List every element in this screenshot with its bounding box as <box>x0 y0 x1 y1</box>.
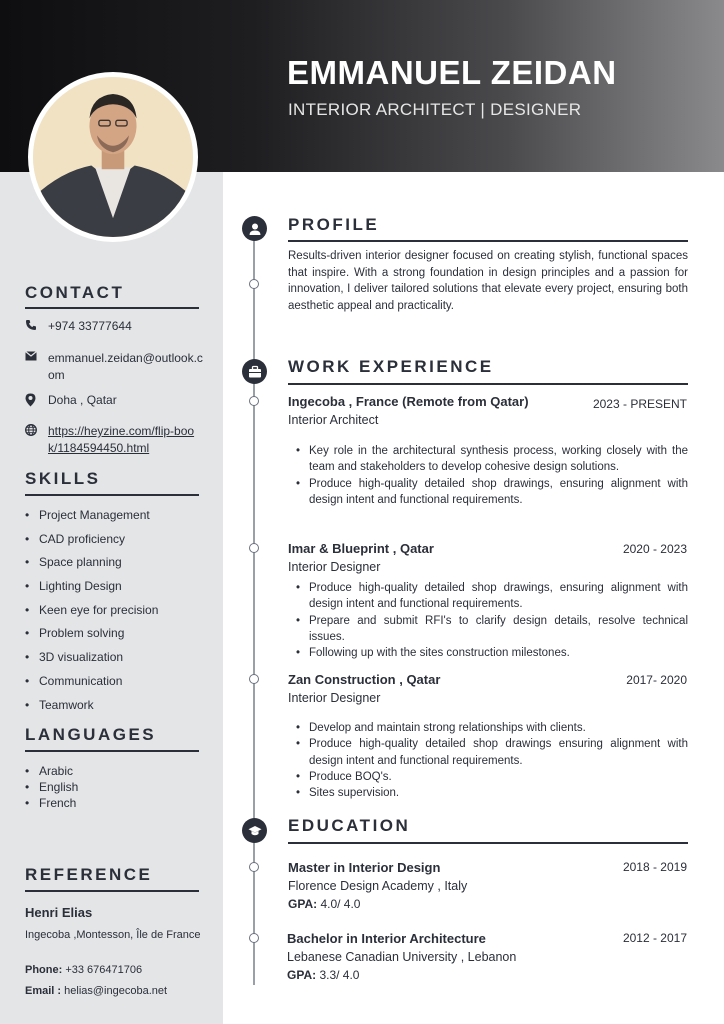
phone-icon <box>25 318 41 335</box>
edu-degree: Bachelor in Interior Architecture <box>287 931 486 946</box>
location-pin-icon <box>25 392 41 409</box>
reference-phone-label: Phone: <box>25 964 63 976</box>
timeline-line <box>253 240 255 985</box>
edu-institution: Florence Design Academy , Italy <box>288 879 468 893</box>
skill-item: • Project Management <box>25 507 158 531</box>
reference-email <box>25 983 167 999</box>
edu-institution: Lebanese Canadian University , Lebanon <box>287 950 517 964</box>
job-company: Imar & Blueprint , Qatar <box>288 541 434 556</box>
phone-text: +974 33777644 <box>48 319 132 333</box>
job-bullet: • Key role in the architectural synthesis process, working closely with the team and stakeholders to develop cohesive design solutions. <box>296 443 688 476</box>
work-section-icon <box>242 359 267 384</box>
profile-divider <box>288 240 688 242</box>
contact-website[interactable] <box>25 423 197 457</box>
education-section-icon <box>242 818 267 843</box>
skills-divider <box>25 494 199 496</box>
reference-phone <box>25 962 142 978</box>
edu-gpa-value: 4.0/ 4.0 <box>320 897 361 911</box>
person-portrait-icon <box>33 77 193 237</box>
candidate-title: INTERIOR ARCHITECT | DESIGNER <box>288 100 582 119</box>
profile-summary: Results-driven interior designer focused on creating stylish, functional spaces that inspire. With a strong foundation in design principles and a passion for innovation, I deliver tailored solutions that elevate every project, ensuring both aesthetic appeal and practicality. <box>288 250 688 312</box>
edu-degree: Master in Interior Design <box>288 860 441 875</box>
skills-heading: SKILLS <box>25 469 101 488</box>
job-bullet: • Sites supervision. <box>296 785 688 801</box>
job-bullets <box>296 580 688 661</box>
timeline-dot <box>249 279 259 289</box>
timeline-dot <box>249 543 259 553</box>
contact-heading: CONTACT <box>25 283 125 302</box>
reference-email-label: Email : <box>25 985 62 997</box>
profile-heading: PROFILE <box>288 215 380 234</box>
skills-list <box>25 507 158 720</box>
contact-phone[interactable] <box>25 318 205 335</box>
website-link[interactable]: https://heyzine.com/flip-book/1184594450.html <box>48 424 195 455</box>
job-bullets <box>296 443 688 508</box>
candidate-name: EMMANUEL ZEIDAN <box>287 54 617 91</box>
contact-divider <box>25 307 199 309</box>
job-bullet: • Produce high-quality detailed shop drawings ensuring alignment with design intent and functional requirements. <box>296 736 688 769</box>
briefcase-icon <box>248 365 262 379</box>
skill-item: • Teamwork <box>25 697 158 721</box>
edu-gpa-label: GPA: <box>288 897 318 911</box>
graduation-cap-icon <box>248 824 262 838</box>
work-divider <box>288 383 688 385</box>
job-bullet: • Produce BOQ's. <box>296 769 688 785</box>
mail-icon <box>25 350 41 384</box>
job-company: Zan Construction , Qatar <box>288 672 441 687</box>
job-bullets <box>296 720 688 801</box>
edu-dates: 2012 - 2017 <box>622 931 687 945</box>
job-bullet: • Develop and maintain strong relationships with clients. <box>296 720 688 736</box>
skill-item: • Space planning <box>25 554 158 578</box>
reference-heading: REFERENCE <box>25 865 153 884</box>
profile-section-icon <box>242 216 267 241</box>
job-bullet: • Produce high-quality detailed shop drawings, ensuring alignment with design intent and functional requirements. <box>296 580 688 613</box>
skill-item: • Problem solving <box>25 625 158 649</box>
languages-heading: LANGUAGES <box>25 725 157 744</box>
timeline-dot <box>249 674 259 684</box>
reference-company: Ingecoba ,Montesson, Île de France <box>25 929 201 941</box>
job-bullet: • Prepare and submit RFI's to clarify design details, resolve technical issues. <box>296 613 688 646</box>
globe-icon <box>25 423 41 457</box>
job-role: Interior Designer <box>288 560 381 574</box>
skill-item: • 3D visualization <box>25 649 158 673</box>
language-item: • Arabic <box>25 763 78 779</box>
work-heading: WORK EXPERIENCE <box>288 357 494 376</box>
education-heading: EDUCATION <box>288 816 411 835</box>
edu-gpa-value: 3.3/ 4.0 <box>319 968 360 982</box>
skill-item: • Communication <box>25 673 158 697</box>
timeline-dot <box>249 933 259 943</box>
languages-list <box>25 763 78 811</box>
skill-item: • Keen eye for precision <box>25 602 158 626</box>
job-dates: 2023 - PRESENT <box>592 397 687 411</box>
job-bullet: • Produce high-quality detailed shop drawings, ensuring alignment with design intent and functional requirements. <box>296 476 688 509</box>
job-dates: 2017- 2020 <box>626 673 687 687</box>
job-role: Interior Designer <box>288 691 381 705</box>
language-item: • French <box>25 795 78 811</box>
location-text: Doha , Qatar <box>48 393 117 407</box>
timeline-dot <box>249 862 259 872</box>
edu-gpa <box>288 897 360 911</box>
languages-divider <box>25 750 199 752</box>
job-company: Ingecoba , France (Remote from Qatar) <box>288 394 529 409</box>
job-dates: 2020 - 2023 <box>622 542 687 556</box>
timeline-dot <box>249 396 259 406</box>
job-role: Interior Architect <box>288 413 379 427</box>
education-divider <box>288 842 688 844</box>
skill-item: • Lighting Design <box>25 578 158 602</box>
contact-location <box>25 392 205 409</box>
skill-item: • CAD proficiency <box>25 531 158 555</box>
contact-email[interactable] <box>25 350 205 384</box>
language-item: • English <box>25 779 78 795</box>
edu-gpa <box>287 968 359 982</box>
edu-dates: 2018 - 2019 <box>622 860 687 874</box>
email-text: emmanuel.zeidan@outlook.com <box>48 351 203 382</box>
user-icon <box>248 222 262 236</box>
reference-email-value: helias@ingecoba.net <box>64 985 168 997</box>
reference-name: Henri Elias <box>25 905 93 920</box>
reference-divider <box>25 890 199 892</box>
edu-gpa-label: GPA: <box>287 968 317 982</box>
reference-phone-value: +33 676471706 <box>65 964 143 976</box>
job-bullet: • Following up with the sites construction milestones. <box>296 645 688 661</box>
profile-photo <box>28 72 198 242</box>
